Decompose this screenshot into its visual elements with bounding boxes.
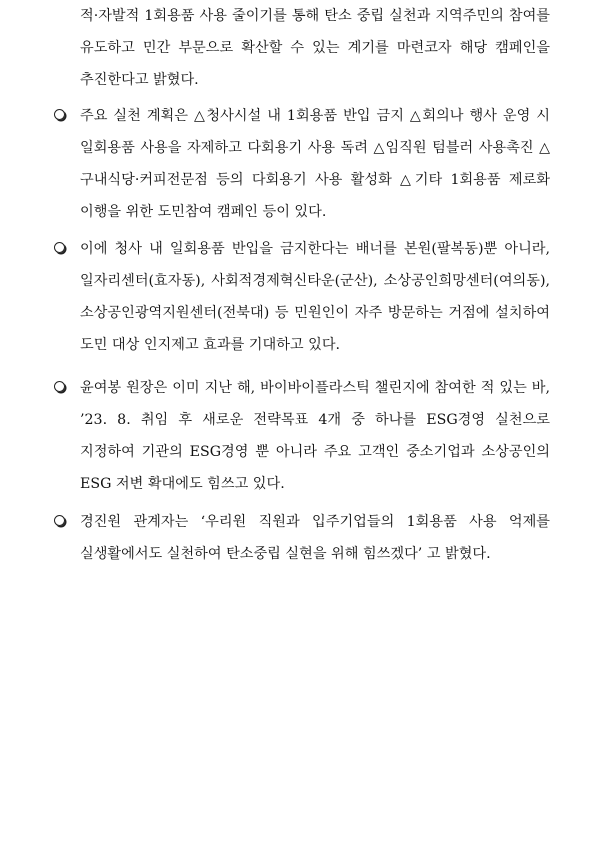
circle-bullet-icon <box>54 242 65 253</box>
bullet-paragraph-4 <box>54 506 550 570</box>
bullet-text: 이에 청사 내 일회용품 반입을 금지한다는 배너를 본원(팔복동)뿐 아니라, 일자리센터(효자동), 사회적경제혁신타운(군산), 소상공인희망센터(여의동), 소상공인광역지원센터(전북대) 등 민원인이 자주 방문하는 거점에 설치하여 도민 대상 인지제고 효과를 기대하고 있다. <box>80 241 550 353</box>
bullet-text: 주요 실천 계획은 △청사시설 내 1회용품 반입 금지 △회의나 행사 운영 시 일회용품 사용을 자제하고 다회용기 사용 독려 △임직원 텀블러 사용촉진 △구내식당·커피전문점 등의 다회용기 사용 활성화 △기타 1회용품 제로화 이행을 위한 도민참여 캠페인 등이 있다. <box>80 108 550 220</box>
bullet-paragraph-1 <box>54 100 550 228</box>
circle-bullet-icon <box>54 109 65 120</box>
bullet-paragraph-3 <box>54 372 550 500</box>
bullet-text: 윤여봉 원장은 이미 지난 해, 바이바이플라스틱 챌린지에 참여한 적 있는 바, ’23. 8. 취임 후 새로운 전략목표 4개 중 하나를 ESG경영 실천으로 지정하여 기관의 ESG경영 뿐 아니라 주요 고객인 중소기업과 소상공인의 ESG 저변 확대에도 힘쓰고 있다. <box>80 380 550 492</box>
circle-bullet-icon <box>54 515 65 526</box>
circle-bullet-icon <box>54 381 65 392</box>
bullet-paragraph-2 <box>54 233 550 361</box>
continuation-paragraph: 적·자발적 1회용품 사용 줄이기를 통해 탄소 중립 실천과 지역주민의 참여를 유도하고 민간 부문으로 확산할 수 있는 계기를 마련코자 해당 캠페인을 추진한다고 밝혔다. <box>80 8 550 88</box>
bullet-text: 경진원 관계자는 ‘우리원 직원과 입주기업들의 1회용품 사용 억제를 실생활에서도 실천하여 탄소중립 실현을 위해 힘쓰겠다’ 고 밝혔다. <box>80 514 550 562</box>
